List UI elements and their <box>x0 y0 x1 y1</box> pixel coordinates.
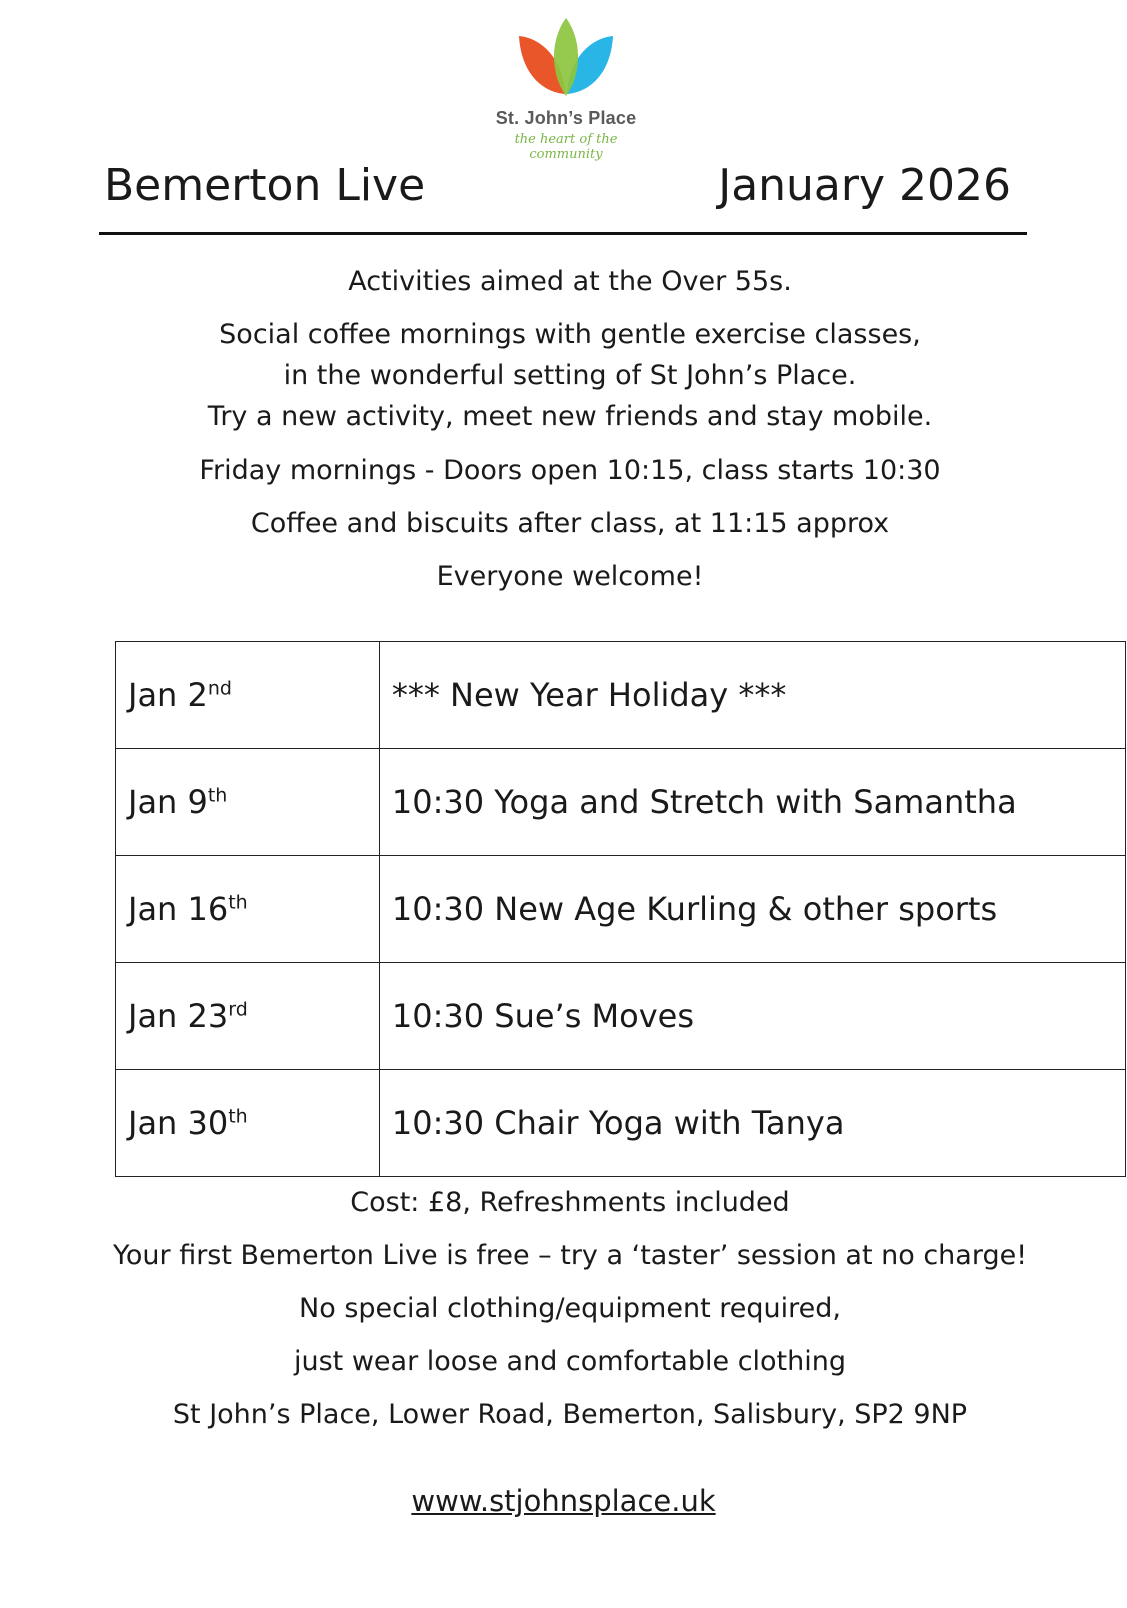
schedule-activity-text: 10:30 Chair Yoga with Tanya <box>391 1104 845 1142</box>
intro-description-2: in the wonderful setting of St John’s Place. <box>283 360 857 391</box>
schedule-day-suffix: th <box>228 1105 248 1128</box>
st-johns-place-logo <box>476 14 656 162</box>
intro-audience: Activities aimed at the Over 55s. <box>348 266 792 297</box>
schedule-activity-text: 10:30 Yoga and Stretch with Samantha <box>391 783 1017 821</box>
schedule-activity-text: *** New Year Holiday *** <box>391 676 787 714</box>
website-link[interactable]: www.stjohnsplace.uk <box>411 1484 716 1518</box>
schedule-row <box>116 642 1126 749</box>
page-date: January 2026 <box>718 160 1011 211</box>
schedule-activity <box>379 749 1125 856</box>
schedule-row <box>116 1070 1126 1177</box>
address: St John’s Place, Lower Road, Bemerton, Salisbury, SP2 9NP <box>172 1399 968 1430</box>
free-taster-info: Your first Bemerton Live is free – try a ‘taster’ session at no charge! <box>112 1240 1028 1271</box>
logo-name: St. John’s Place <box>495 108 637 128</box>
page-title: Bemerton Live <box>104 160 426 211</box>
schedule-date <box>116 856 380 963</box>
clothing-info-1: No special clothing/equipment required, <box>299 1293 841 1324</box>
intro-coffee: Coffee and biscuits after class, at 11:15 approx <box>250 508 890 539</box>
cost-info: Cost: £8, Refreshments included <box>350 1187 790 1218</box>
schedule-day-suffix: nd <box>207 677 232 700</box>
schedule-day-suffix: th <box>207 784 228 807</box>
intro-welcome: Everyone welcome! <box>436 561 704 592</box>
clothing-info-2: just wear loose and comfortable clothing <box>293 1346 847 1377</box>
schedule-day-suffix: rd <box>228 998 248 1021</box>
schedule-activity <box>379 963 1125 1070</box>
schedule-activity-text: 10:30 Sue’s Moves <box>391 997 695 1035</box>
header-divider <box>99 232 1027 235</box>
schedule-activity <box>379 642 1125 749</box>
schedule-row <box>116 963 1126 1070</box>
schedule-row <box>116 749 1126 856</box>
schedule-activity <box>379 1070 1125 1177</box>
schedule-date <box>116 963 380 1070</box>
schedule-day: Jan 16 <box>128 890 229 928</box>
schedule-day-suffix: th <box>228 891 248 914</box>
schedule-row <box>116 856 1126 963</box>
schedule-activity-text: 10:30 New Age Kurling & other sports <box>391 890 998 928</box>
schedule-day: Jan 9 <box>128 783 208 821</box>
schedule-table <box>115 641 1126 1177</box>
leaf-logo-icon <box>511 14 621 104</box>
schedule-day: Jan 30 <box>128 1104 229 1142</box>
schedule-date <box>116 749 380 856</box>
schedule-date <box>116 642 380 749</box>
schedule-day: Jan 23 <box>128 997 229 1035</box>
intro-times: Friday mornings - Doors open 10:15, class starts 10:30 <box>199 455 941 486</box>
logo-tagline: the heart of the community <box>514 132 618 162</box>
schedule-activity <box>379 856 1125 963</box>
intro-description-1: Social coffee mornings with gentle exercise classes, <box>219 319 921 350</box>
schedule-day: Jan 2 <box>128 676 208 714</box>
schedule-date <box>116 1070 380 1177</box>
intro-description-3: Try a new activity, meet new friends and stay mobile. <box>207 401 933 432</box>
